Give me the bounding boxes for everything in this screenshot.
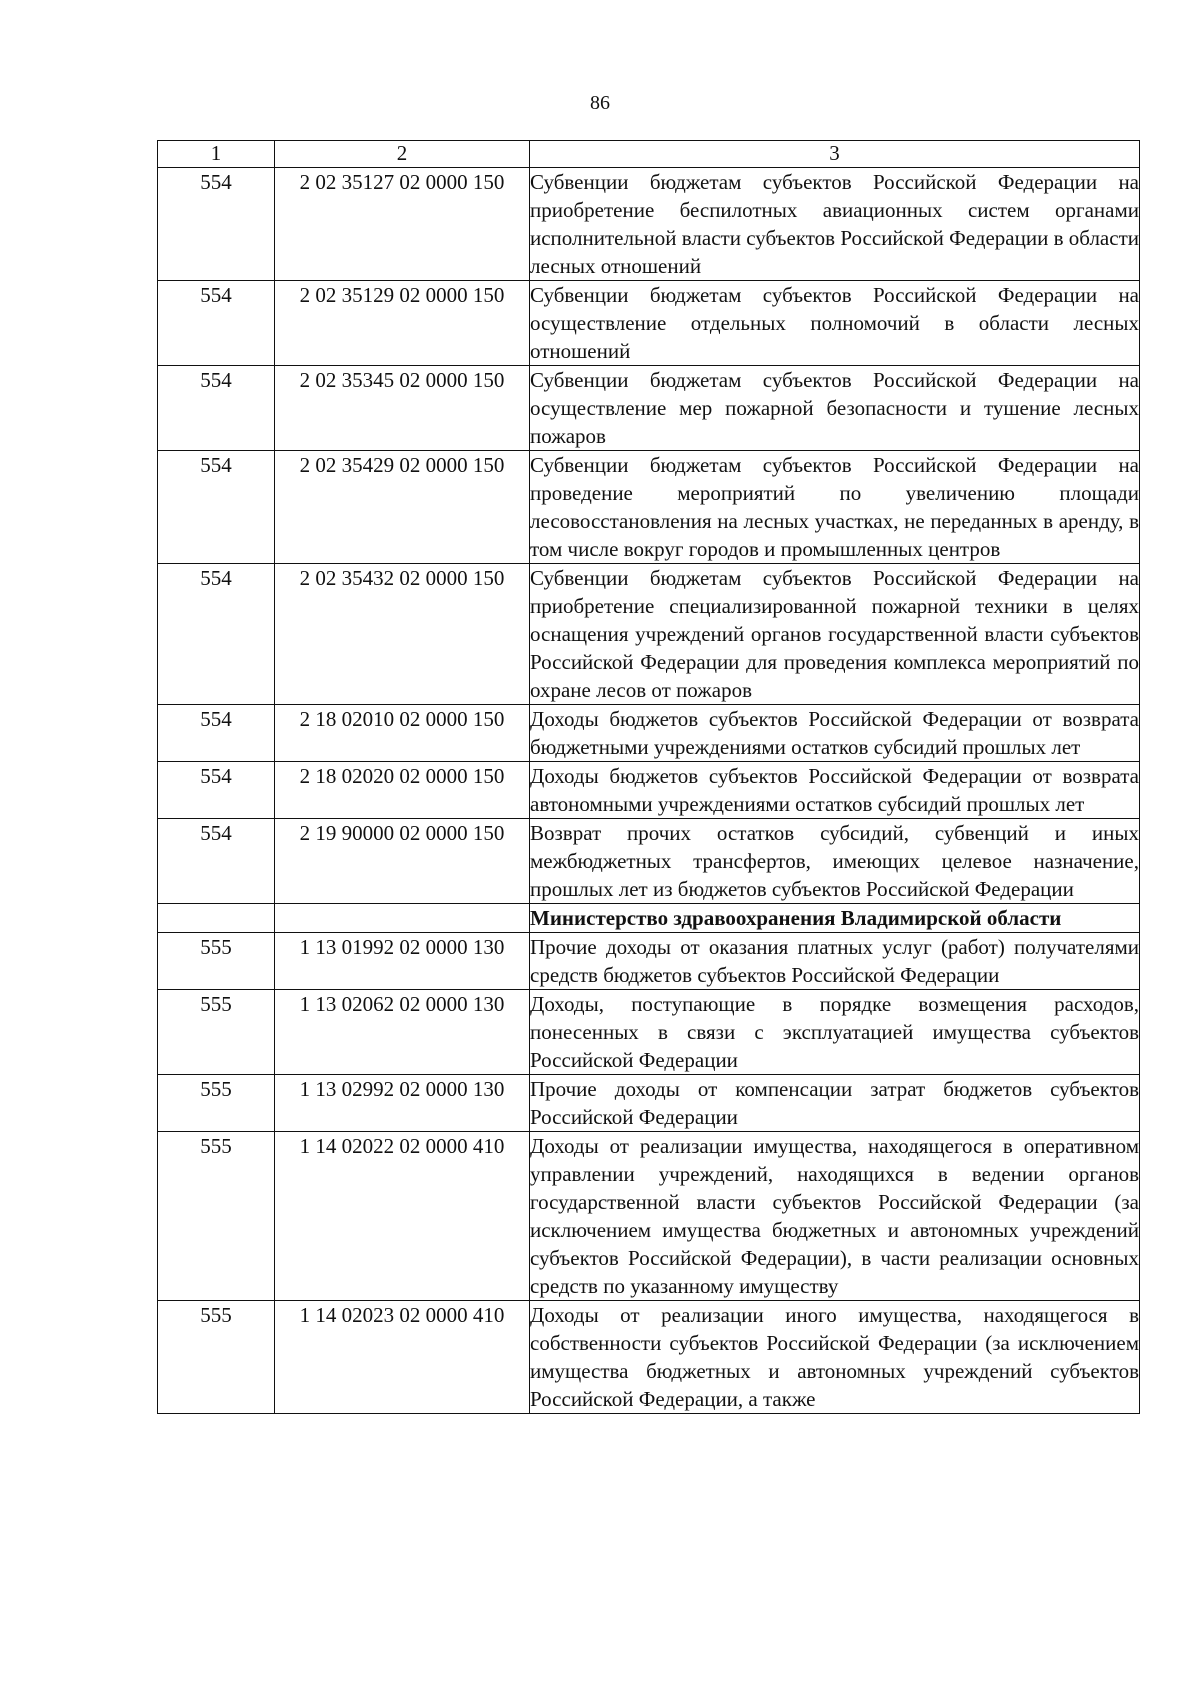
budget-code-cell: 2 18 02010 02 0000 150 bbox=[275, 705, 530, 762]
header-col-1: 1 bbox=[158, 141, 275, 168]
budget-code-cell: 2 02 35127 02 0000 150 bbox=[275, 168, 530, 281]
header-col-2: 2 bbox=[275, 141, 530, 168]
description-cell: Субвенции бюджетам субъектов Российской Федерации на проведение мероприятий по увеличению площади лесовосстановления на лесных участках, не переданных в аренду, в том числе вокруг городов и промышленных центров bbox=[530, 451, 1140, 564]
admin-code-cell: 555 bbox=[158, 1301, 275, 1414]
admin-code-cell: 554 bbox=[158, 281, 275, 366]
table-row bbox=[158, 933, 1140, 990]
table-row bbox=[158, 1132, 1140, 1301]
table-row bbox=[158, 1301, 1140, 1414]
description-cell: Доходы от реализации имущества, находящегося в оперативном управлении учреждений, находящихся в ведении органов государственной власти субъектов Российской Федерации (за исключением имущества бюджетных и автономных учреждений субъектов Российской Федерации), в части реализации основных средств по указанному имуществу bbox=[530, 1132, 1140, 1301]
admin-code-cell: 554 bbox=[158, 762, 275, 819]
budget-code-cell: 1 13 02992 02 0000 130 bbox=[275, 1075, 530, 1132]
budget-code-cell: 2 02 35129 02 0000 150 bbox=[275, 281, 530, 366]
description-cell: Субвенции бюджетам субъектов Российской Федерации на осуществление мер пожарной безопасности и тушение лесных пожаров bbox=[530, 366, 1140, 451]
description-cell: Субвенции бюджетам субъектов Российской Федерации на приобретение специализированной пожарной техники в целях оснащения учреждений органов государственной власти субъектов Российской Федерации для проведения комплекса мероприятий по охране лесов от пожаров bbox=[530, 564, 1140, 705]
admin-code-cell: 554 bbox=[158, 366, 275, 451]
table-row bbox=[158, 819, 1140, 904]
budget-code-cell: 2 02 35432 02 0000 150 bbox=[275, 564, 530, 705]
budget-code-cell: 1 13 02062 02 0000 130 bbox=[275, 990, 530, 1075]
admin-code-cell: 554 bbox=[158, 451, 275, 564]
description-cell: Министерство здравоохранения Владимирской области bbox=[530, 904, 1140, 933]
table-row bbox=[158, 366, 1140, 451]
admin-code-cell: 555 bbox=[158, 933, 275, 990]
page-number: 86 bbox=[590, 92, 610, 114]
budget-code-cell: 1 14 02022 02 0000 410 bbox=[275, 1132, 530, 1301]
description-cell: Доходы, поступающие в порядке возмещения расходов, понесенных в связи с эксплуатацией имущества субъектов Российской Федерации bbox=[530, 990, 1140, 1075]
table-row bbox=[158, 281, 1140, 366]
description-cell: Прочие доходы от оказания платных услуг (работ) получателями средств бюджетов субъектов Российской Федерации bbox=[530, 933, 1140, 990]
budget-code-cell: 2 19 90000 02 0000 150 bbox=[275, 819, 530, 904]
table-row bbox=[158, 990, 1140, 1075]
description-cell: Доходы от реализации иного имущества, находящегося в собственности субъектов Российской Федерации (за исключением имущества бюджетных и автономных учреждений субъектов Российской Федерации, а также bbox=[530, 1301, 1140, 1414]
budget-code-cell: 2 02 35345 02 0000 150 bbox=[275, 366, 530, 451]
description-cell: Субвенции бюджетам субъектов Российской Федерации на приобретение беспилотных авиационных систем органами исполнительной власти субъектов Российской Федерации в области лесных отношений bbox=[530, 168, 1140, 281]
header-row bbox=[158, 141, 1140, 168]
description-cell: Доходы бюджетов субъектов Российской Федерации от возврата автономными учреждениями остатков субсидий прошлых лет bbox=[530, 762, 1140, 819]
table-row bbox=[158, 451, 1140, 564]
table-row bbox=[158, 168, 1140, 281]
description-cell: Доходы бюджетов субъектов Российской Федерации от возврата бюджетными учреждениями остатков субсидий прошлых лет bbox=[530, 705, 1140, 762]
budget-code-cell: 1 14 02023 02 0000 410 bbox=[275, 1301, 530, 1414]
table-row bbox=[158, 705, 1140, 762]
admin-code-cell bbox=[158, 904, 275, 933]
admin-code-cell: 555 bbox=[158, 1132, 275, 1301]
admin-code-cell: 555 bbox=[158, 990, 275, 1075]
admin-code-cell: 554 bbox=[158, 168, 275, 281]
description-cell: Возврат прочих остатков субсидий, субвенций и иных межбюджетных трансфертов, имеющих целевое назначение, прошлых лет из бюджетов субъектов Российской Федерации bbox=[530, 819, 1140, 904]
admin-code-cell: 555 bbox=[158, 1075, 275, 1132]
budget-code-cell bbox=[275, 904, 530, 933]
description-cell: Прочие доходы от компенсации затрат бюджетов субъектов Российской Федерации bbox=[530, 1075, 1140, 1132]
budget-code-cell: 2 02 35429 02 0000 150 bbox=[275, 451, 530, 564]
budget-code-cell: 1 13 01992 02 0000 130 bbox=[275, 933, 530, 990]
admin-code-cell: 554 bbox=[158, 819, 275, 904]
table-row bbox=[158, 762, 1140, 819]
table-row bbox=[158, 1075, 1140, 1132]
section-header-row bbox=[158, 904, 1140, 933]
admin-code-cell: 554 bbox=[158, 564, 275, 705]
budget-code-cell: 2 18 02020 02 0000 150 bbox=[275, 762, 530, 819]
header-col-3: 3 bbox=[530, 141, 1140, 168]
table-row bbox=[158, 564, 1140, 705]
admin-code-cell: 554 bbox=[158, 705, 275, 762]
description-cell: Субвенции бюджетам субъектов Российской Федерации на осуществление отдельных полномочий в области лесных отношений bbox=[530, 281, 1140, 366]
budget-classification-table bbox=[157, 140, 1140, 1414]
